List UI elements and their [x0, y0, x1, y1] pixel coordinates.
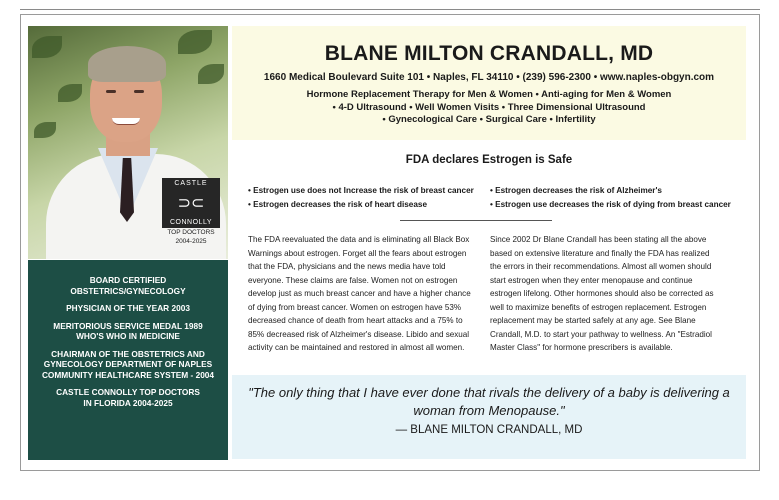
paragraph-right: Since 2002 Dr Blane Crandall has been stating all the above based on extensive literature and finally the FDA has realized the errors in their recommendations. Almost all women should start estrogen when they enter menopause and continue estrogen lifelong. Other hormones should also be corrected as well to maximize benefits of estrogen replacement. Estrogen replacement may be started safely at any age. See Blane Crandall, M.D. to start your pathway to wellness. An "Estradiol Master Class" for hormone prescribers is available. [490, 235, 714, 352]
top-rule [20, 9, 760, 10]
bullets-left [248, 184, 474, 212]
credential-item: CASTLE CONNOLLY TOP DOCTORS IN FLORIDA 2004-2025 [56, 387, 200, 408]
left-column [28, 26, 228, 460]
credential-item: PHYSICIAN OF THE YEAR 2003 [66, 303, 190, 313]
header-panel [232, 26, 746, 140]
bullet-item: • Estrogen decreases the risk of Alzheimer's [490, 184, 731, 198]
bullets-right [490, 184, 731, 212]
badge-emblem-icon: ⊃⊂ [162, 188, 220, 218]
doctor-photo [28, 26, 228, 259]
quote-attribution: — BLANE MILTON CRANDALL, MD [395, 424, 583, 436]
bullet-item: • Estrogen use decreases the risk of dying from breast cancer [490, 198, 731, 212]
badge-sub2: 2004-2025 [175, 238, 207, 245]
bullet-item: • Estrogen decreases the risk of heart disease [248, 198, 474, 212]
doctor-name: BLANE MILTON CRANDALL, MD [324, 42, 654, 65]
services-line: • 4-D Ultrasound • Well Women Visits • Three Dimensional Ultrasound [332, 101, 646, 113]
badge-bottom-text: CONNOLLY [162, 218, 220, 228]
address-line: 1660 Medical Boulevard Suite 101 • Naples, FL 34110 • (239) 596-2300 • www.naples-obgyn.com [263, 72, 715, 83]
quote-panel [232, 375, 746, 459]
quote-text: "The only thing that I have ever done that rivals the delivery of a baby is delivering a woman from Menopause." [248, 385, 730, 418]
paragraph-left: The FDA reevaluated the data and is eliminating all Black Box Warnings about estrogen. Forget all the fears about estrogen that the FDA, physicians and the news media have told everyone. These claims are false. Women not on estrogen develop just as much breast cancer and have a higher chance of dying from breast cancer. Women on estrogen have 53% decreased chance of death from heart attacks and a 75% to 85% decreased risk of Alzheimer's disease. Libido and sexual activity can be maintained and restored in almost all women. [248, 235, 471, 352]
castle-connolly-badge [162, 178, 220, 258]
badge-sub1: TOP DOCTORS [167, 229, 215, 236]
credentials-panel [28, 260, 228, 460]
fda-title: FDA declares Estrogen is Safe [405, 154, 573, 166]
credential-item: BOARD CERTIFIED OBSTETRICS/GYNECOLOGY [70, 275, 186, 296]
bullet-item: • Estrogen use does not Increase the risk of breast cancer [248, 184, 474, 198]
services-list [232, 89, 746, 127]
services-line: Hormone Replacement Therapy for Men & Women • Anti-aging for Men & Women [306, 89, 672, 100]
badge-top-text: CASTLE [162, 178, 220, 188]
credential-item: MERITORIOUS SERVICE MEDAL 1989 WHO'S WHO IN MEDICINE [53, 320, 203, 341]
section-divider [400, 220, 552, 221]
services-line: • Gynecological Care • Surgical Care • Infertility [382, 114, 596, 125]
credential-item: CHAIRMAN OF THE OBSTETRICS AND GYNECOLOGY DEPARTMENT OF NAPLES COMMUNITY HEALTHCARE SYSTEM - 2004 [41, 348, 215, 380]
